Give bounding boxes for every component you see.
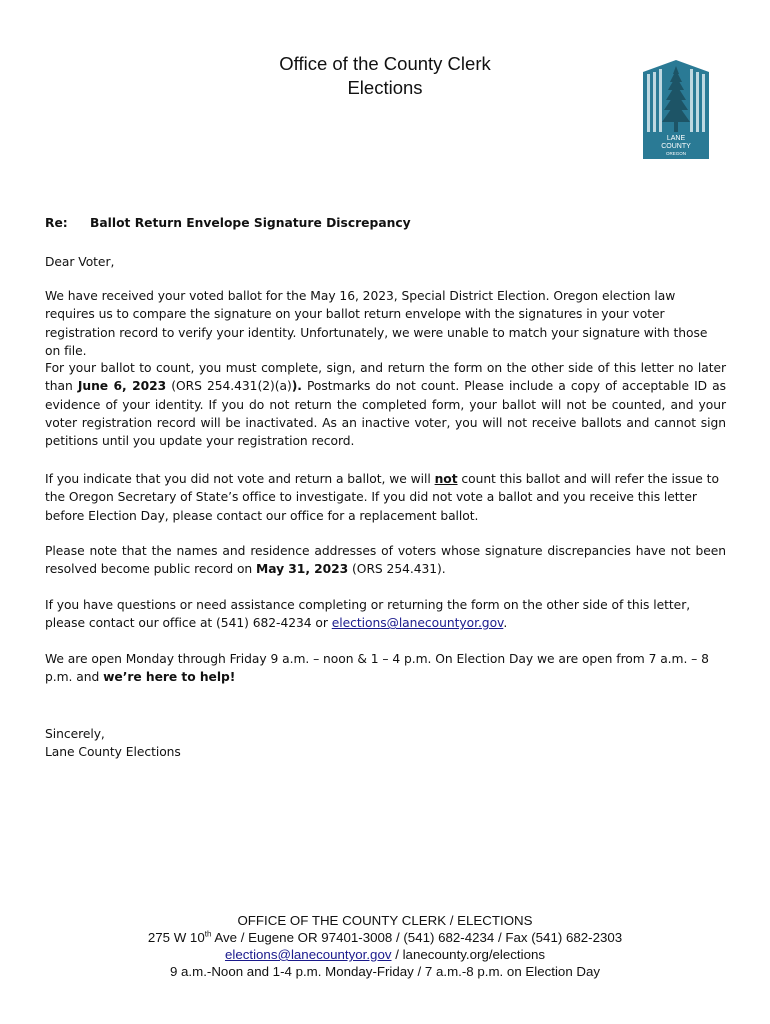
- footer-web: elections@lanecountyor.gov / lanecounty.org/elections: [224, 947, 546, 962]
- closing-text: Sincerely,: [45, 727, 105, 741]
- paragraph-3: [45, 470, 726, 525]
- public-record-date: May 31, 2023: [256, 562, 349, 577]
- signature-text: Lane County Elections: [45, 745, 181, 760]
- logo-text-lane: LANE: [666, 135, 686, 142]
- re-label: Re:: [45, 216, 68, 230]
- paragraph-6-part1: We are open Monday through Friday 9 a.m. – noon & 1 – 4 p.m. On Election Day we are open from 7 a.m. – 8 p.m. and: [45, 652, 709, 685]
- footer-office: OFFICE OF THE COUNTY CLERK / ELECTIONS: [237, 913, 533, 928]
- elections-email-link[interactable]: elections@lanecountyor.gov: [331, 616, 504, 631]
- paragraph-2-part2: (ORS 254.431(2)(a): [166, 379, 292, 394]
- paragraph-4-part2: (ORS 254.431).: [348, 562, 446, 577]
- salutation: [45, 253, 726, 271]
- paragraph-2: [45, 359, 726, 450]
- paragraph-1-text: We have received your voted ballot for the May 16, 2023, Special District Election. Oregon election law requires us to compare the signature on your ballot return envelope with the signatures in your voter registration record to verify your identity. Unfortunately, we were unable to match your signature with those on file.: [45, 289, 708, 358]
- paragraph-3-part2: count this ballot and will refer the issue to the Oregon Secretary of State’s office to investigate. If you did not vote a ballot and you receive this letter before Election Day, please contact our office for a replacement ballot.: [45, 472, 719, 523]
- return-deadline: June 6, 2023: [77, 379, 167, 394]
- lane-county-logo: [643, 60, 709, 159]
- letter-footer: [0, 912, 770, 980]
- department-title: Elections: [347, 77, 423, 98]
- paragraph-2-part1: For your ballot to count, you must complete, sign, and return the form on the other side of this letter no later than: [45, 361, 726, 394]
- footer-email-link[interactable]: elections@lanecountyor.gov: [224, 947, 392, 962]
- paragraph-4-part1: Please note that the names and residence addresses of voters whose signature discrepancies have not been resolved become public record on: [45, 544, 726, 577]
- paragraph-2-part3: ).: [291, 379, 302, 394]
- help-emphasis: we’re here to help!: [103, 670, 236, 685]
- paragraph-6: [45, 650, 726, 687]
- logo-text-oregon: OREGON: [665, 151, 687, 156]
- footer-address: 275 W 10th Ave / Eugene OR 97401-3008 / (541) 682-4234 / Fax (541) 682-2303: [147, 929, 623, 945]
- paragraph-4: [45, 542, 726, 579]
- closing-block: [45, 725, 726, 762]
- paragraph-5: [45, 596, 726, 633]
- subject-text: Ballot Return Envelope Signature Discrepancy: [90, 216, 411, 230]
- footer-hours: 9 a.m.-Noon and 1-4 p.m. Monday-Friday / 7 a.m.-8 p.m. on Election Day: [169, 964, 601, 979]
- paragraph-3-part1: If you indicate that you did not vote and return a ballot, we will: [45, 472, 435, 486]
- paragraph-2-part4: Postmarks do not count. Please include a copy of acceptable ID as evidence of your identity. If you do not return the completed form, your ballot will not be counted, and your voter registration record will be inactivated. As an inactive voter, you will not receive ballots and cannot sign petitions until you update your registration record.: [45, 379, 727, 449]
- not-emphasis: not: [434, 472, 458, 486]
- paragraph-1: [45, 287, 726, 360]
- subject-line: [45, 214, 726, 232]
- paragraph-5-part1: If you have questions or need assistance completing or returning the form on the other side of this letter, please contact our office at (541) 682-4234 or: [45, 598, 691, 631]
- office-title: Office of the County Clerk: [279, 53, 491, 74]
- logo-text-county: COUNTY: [661, 143, 691, 150]
- salutation-text: Dear Voter,: [45, 255, 115, 269]
- paragraph-5-part2: .: [503, 616, 508, 631]
